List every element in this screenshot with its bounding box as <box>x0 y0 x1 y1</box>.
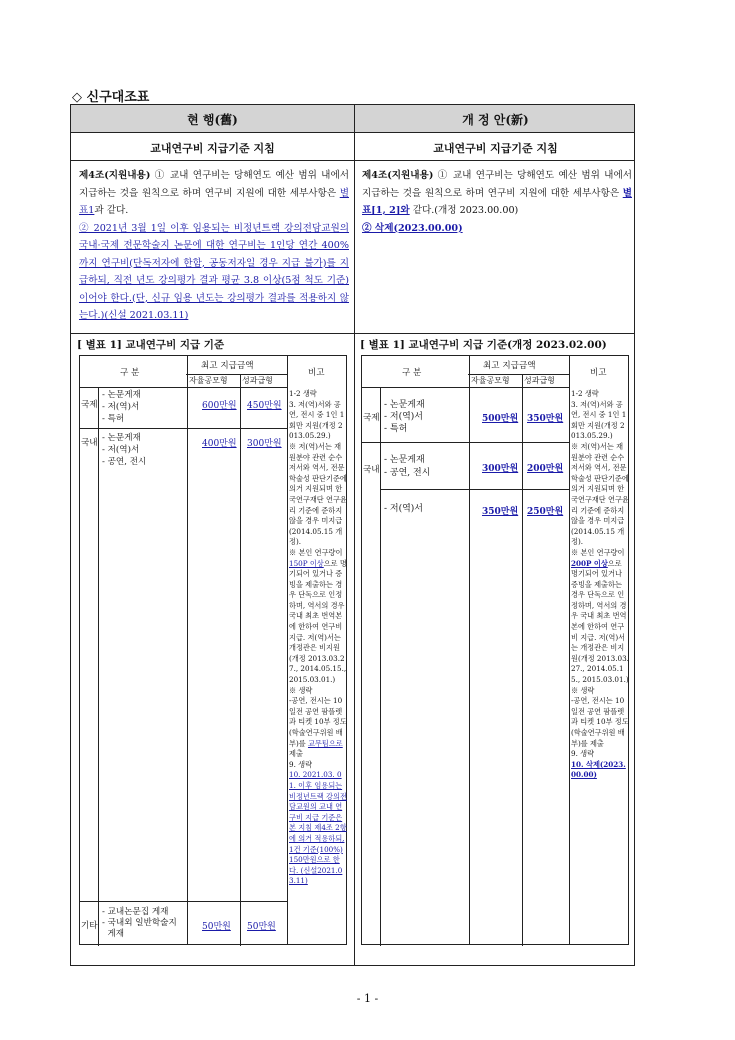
subheader-current: 교내연구비 지급기준 지침 <box>150 142 275 155</box>
article-text: 같다.(개정 2023.00.00) <box>409 205 519 216</box>
header-current: 현 행(舊) <box>187 113 238 127</box>
revised-annex-title: [ 별표 1] 교내연구비 지급 기준(개정 2023.02.00) <box>360 339 607 351</box>
col-max-amount: 최고 지급금액 <box>483 361 536 371</box>
current-annex-title: [ 별표 1] 교내연구비 지급 기준 <box>77 339 225 351</box>
items-intl: - 논문게재 - 저(역)서 - 특허 <box>384 400 425 434</box>
current-remarks: 1-2 생략 3. 저(역)서와 공연, 전시 중 1인 1회만 지원(개정 2013.05.29.) ※ 저(역)서는 재원분야 관련 순수저서와 역서, 전문학술성 판단기준에 의거 지원되며 한국연구재단 연구윤리 기준에 준하지 않을 경우 미지급(2014.05.15 개정). ※ 본인 연구량이 150P 이상으로 명기되어 있거나 증빙을 제출하는 경우 단독으로 인정하며, 역서의 경우 국내 최초 번역본에 한하여 연구비 지급. 저(역)서는 개정관은 비지원(개정 2013.03.27., 2014.05.15., 2015.03.01.) ※ 생략 -공연, 전시는 10일전 공연 팜플렛과 티켓 10부 정도(학술연구위원 배부)를 교무팀으로 제출 9. 생략 10. 2021.03. 01. 이후 임용되는 비정년트랙 강의전담교원의 교내 연구비 지급 기준은 본 지침 제4조 2항에 의거 적용하되, 1건 기준(100%) 150만원으로 한다. (신설2021.03.11) <box>289 389 347 886</box>
article-clause-2: ② 2021년 3월 1일 이후 임용되는 비정년트랙 강의전담교원의 국내·국제 전문학술지 논문에 대한 연구비는 1인당 연간 400%까지 연구비(단독저자에 한함, 공동저자일 경우 지급 불가)를 지급하되, 직전 년도 강의평가 결과 평균 3.8 이상(5점 척도 기준)이어야 한다.(단, 신규 임용 년도는 강의평가 결과를 적용하지 않는다.)(신설 2021.03.11) <box>79 222 349 321</box>
current-annex-table <box>79 355 347 945</box>
amount-domestic-performance: 300만원 <box>247 439 282 449</box>
amount-intl-open: 600만원 <box>202 401 237 411</box>
column-divider <box>354 105 355 965</box>
col-performance-type: 성과급형 <box>524 376 555 385</box>
category-intl: 국제 <box>363 413 380 423</box>
col-category: 구 분 <box>120 368 140 378</box>
header-revised: 개 정 안(新) <box>462 113 529 127</box>
amount-domestic-performance: 200만원 <box>527 464 564 474</box>
current-article <box>79 167 349 325</box>
category-domestic: 국내 <box>363 465 380 475</box>
revised-remarks: 1-2 생략 3. 저(역)서와 공연, 전시 중 1인 1회만 지원(개정 2013.05.29.) ※ 저(역)서는 재원분야 관련 순수저서와 역서, 전문학술성 판단기준에 의거 지원되며 한국연구재단 연구윤리 기준에 준하지 않을 경우 미지급(2014.05.15 개정). ※ 본인 연구량이 200P 이상으로 명기되어 있거나 증빙을 제출하는 경우 단독으로 인정하며, 역서의 경우 국내 최초 번역본에 한하여 연구비 지급. 저(역)서는 개정관은 비지원(개정 2013.03. 27., 2014.05.15., 2015.03.01.) ※ 생략 -공연, 전시는 10일전 공연 팜플렛과 티켓 10부 정도(학술연구위원 배부)를 제출 9. 생략 10. 삭제(2023.00.00) <box>571 389 629 780</box>
items-domestic: - 논문게재 - 저(역)서 - 공연, 전시 <box>102 433 147 467</box>
amount-domestic-open: 300만원 <box>482 464 519 474</box>
amount-intl-performance: 350만원 <box>527 414 564 424</box>
amount-books-open: 350만원 <box>482 507 519 517</box>
category-intl: 국제 <box>81 400 98 410</box>
row-divider <box>71 333 634 334</box>
comparison-table <box>70 104 635 966</box>
items-other: - 교내논문집 게재 - 국내외 일반학술지 게재 <box>102 907 177 939</box>
section-heading: ◇ 신구대조표 <box>72 90 150 105</box>
col-category: 구 분 <box>402 368 422 378</box>
col-max-amount: 최고 지급금액 <box>201 361 254 371</box>
amount-domestic-open: 400만원 <box>202 439 237 449</box>
article-text: ① 교내 연구비는 당해연도 예산 범위 내에서 지급하는 것을 원칙으로 하며 연구비 지원에 대한 세부사항은 <box>79 170 349 199</box>
page-number: - 1 - <box>356 992 379 1005</box>
annex-link[interactable]: 별표[1, 2]와 <box>362 187 632 216</box>
col-open-type: 자율공모형 <box>471 376 510 385</box>
category-domestic: 국내 <box>81 438 98 448</box>
amount-books-performance: 250만원 <box>527 507 564 517</box>
revised-annex-table <box>361 355 629 945</box>
article-text: 과 같다. <box>94 205 129 216</box>
revised-article <box>362 167 632 237</box>
items-books: - 저(역)서 <box>384 504 424 514</box>
items-domestic: - 논문게재 - 공연, 전시 <box>384 455 431 478</box>
col-remarks: 비고 <box>590 368 607 378</box>
amount-other-open: 50만원 <box>202 922 231 932</box>
article-text: ① 교내 연구비는 당해연도 예산 범위 내에서 지급하는 것을 원칙으로 하며 연구비 지원에 대한 세부사항은 <box>362 170 632 199</box>
amount-intl-performance: 450만원 <box>247 401 282 411</box>
subheader-row <box>71 133 634 161</box>
col-performance-type: 성과급형 <box>242 376 273 385</box>
header-row <box>71 105 634 133</box>
amount-other-performance: 50만원 <box>247 922 276 932</box>
col-open-type: 자율공모형 <box>189 376 228 385</box>
article-title: 제4조(지원내용) <box>362 170 434 181</box>
subheader-revised: 교내연구비 지급기준 지침 <box>433 142 558 155</box>
amount-intl-open: 500만원 <box>482 414 519 424</box>
items-intl: - 논문게재 - 저(역)서 - 특허 <box>102 390 141 424</box>
category-other: 기타 <box>81 921 98 931</box>
col-remarks: 비고 <box>308 368 325 378</box>
article-clause-2: ② 삭제(2023.00.00) <box>362 222 463 234</box>
annex-link[interactable]: 별표1 <box>79 187 349 216</box>
article-title: 제4조(지원내용) <box>79 170 151 181</box>
